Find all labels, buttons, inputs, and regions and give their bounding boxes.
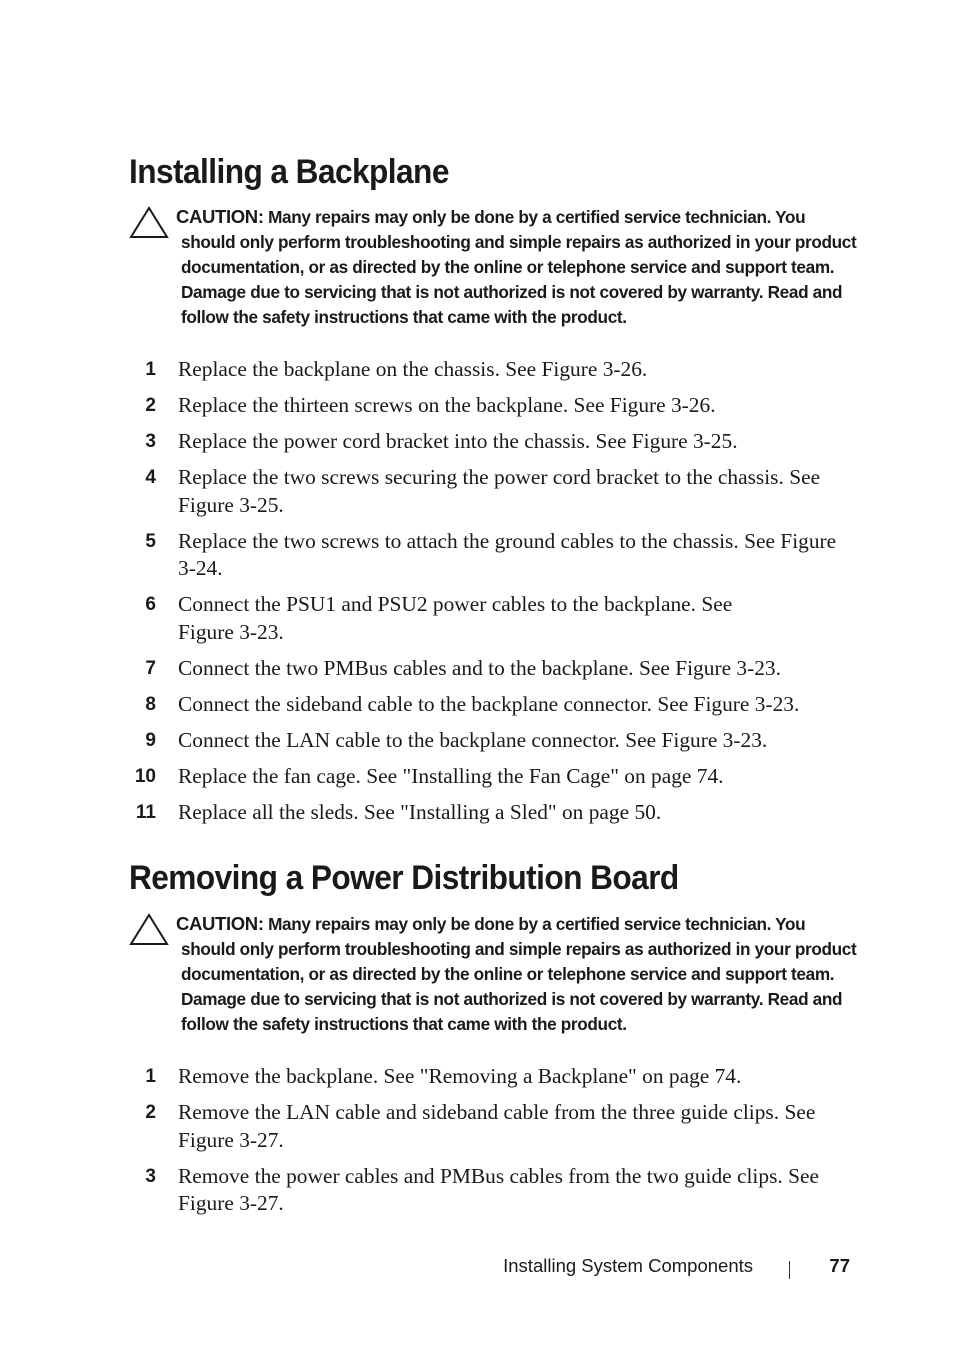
caution-body: should only perform troubleshooting and simple repairs as authorized in your product documentation, or as directed by the online or telephone service and support team. Damage due to servicing that is not authorized is not covered by warranty. Read and follow the safety instructions that came with the product. [181,232,857,327]
step-item [129,763,854,791]
page-footer [0,1255,954,1281]
step-text: Replace the two screws securing the power cord bracket to the chassis. See Figure 3-25. [178,465,821,517]
step-item [129,1099,854,1154]
step-number: 2 [145,395,156,417]
step-text: Replace all the sleds. See "Installing a Sled" on page 50. [178,800,662,825]
section-title-removing-power-distribution-board: Removing a Power Distribution Board [129,859,679,897]
step-item [129,655,854,683]
caution-label: CAUTION: [176,913,264,934]
step-item [129,356,854,384]
step-number: 3 [145,431,156,453]
step-item [129,591,854,646]
step-number: 5 [145,530,156,552]
step-number: 9 [145,730,156,752]
step-item [129,464,854,519]
step-text: Remove the power cables and PMBus cables from the two guide clips. See Figure 3-27. [178,1163,819,1216]
step-item [129,727,854,755]
section-title-installing-backplane: Installing a Backplane [129,153,449,191]
caution-first-line: Many repairs may only be done by a certified service technician. You [268,207,806,227]
caution-triangle-icon [129,913,169,947]
steps-list-removing-pdb [129,1063,854,1226]
step-number: 4 [145,467,156,489]
step-number: 6 [145,594,156,616]
caution-notice-2 [129,911,859,1037]
step-text: Connect the PSU1 and PSU2 power cables to the backplane. See Figure 3-23. [178,592,733,644]
caution-first-line: Many repairs may only be done by a certified service technician. You [268,914,806,934]
caution-label: CAUTION: [176,206,264,227]
step-text: Replace the two screws to attach the ground cables to the chassis. See Figure 3-24. [178,528,837,581]
step-number: 2 [145,1102,156,1124]
footer-divider [789,1261,790,1279]
step-text: Remove the backplane. See "Removing a Backplane" on page 74. [178,1064,742,1088]
step-text: Replace the thirteen screws on the backplane. See Figure 3-26. [178,393,716,418]
step-item [129,799,854,827]
step-text: Connect the two PMBus cables and to the backplane. See Figure 3-23. [178,656,781,681]
page-number: 77 [829,1255,850,1276]
step-text: Connect the sideband cable to the backplane connector. See Figure 3-23. [178,692,800,717]
step-text: Connect the LAN cable to the backplane connector. See Figure 3-23. [178,728,768,753]
caution-notice-1 [129,204,859,330]
step-item [129,1063,854,1091]
step-number: 1 [145,359,156,380]
step-text: Remove the LAN cable and sideband cable from the three guide clips. See Figure 3-27. [178,1100,816,1152]
step-text: Replace the power cord bracket into the chassis. See Figure 3-25. [178,429,738,454]
step-item [129,392,854,420]
steps-list-installing-backplane [129,356,854,836]
step-item [129,1163,854,1218]
caution-text [176,911,859,1037]
step-item [129,428,854,456]
step-number: 1 [145,1066,156,1087]
step-number: 10 [134,766,156,788]
footer-chapter-title: Installing System Components [503,1255,753,1276]
step-number: 8 [145,694,156,716]
caution-triangle-icon [129,206,169,240]
step-number: 11 [135,802,156,824]
step-number: 7 [145,658,156,680]
step-item [129,528,854,583]
caution-body: should only perform troubleshooting and simple repairs as authorized in your product documentation, or as directed by the online or telephone service and support team. Damage due to servicing that is not authorized is not covered by warranty. Read and follow the safety instructions that came with the product. [181,939,857,1034]
step-number: 3 [145,1165,156,1187]
step-text: Replace the fan cage. See "Installing the Fan Cage" on page 74. [178,764,724,789]
step-item [129,691,854,719]
step-text: Replace the backplane on the chassis. See Figure 3-26. [178,357,648,381]
caution-text [176,204,859,330]
